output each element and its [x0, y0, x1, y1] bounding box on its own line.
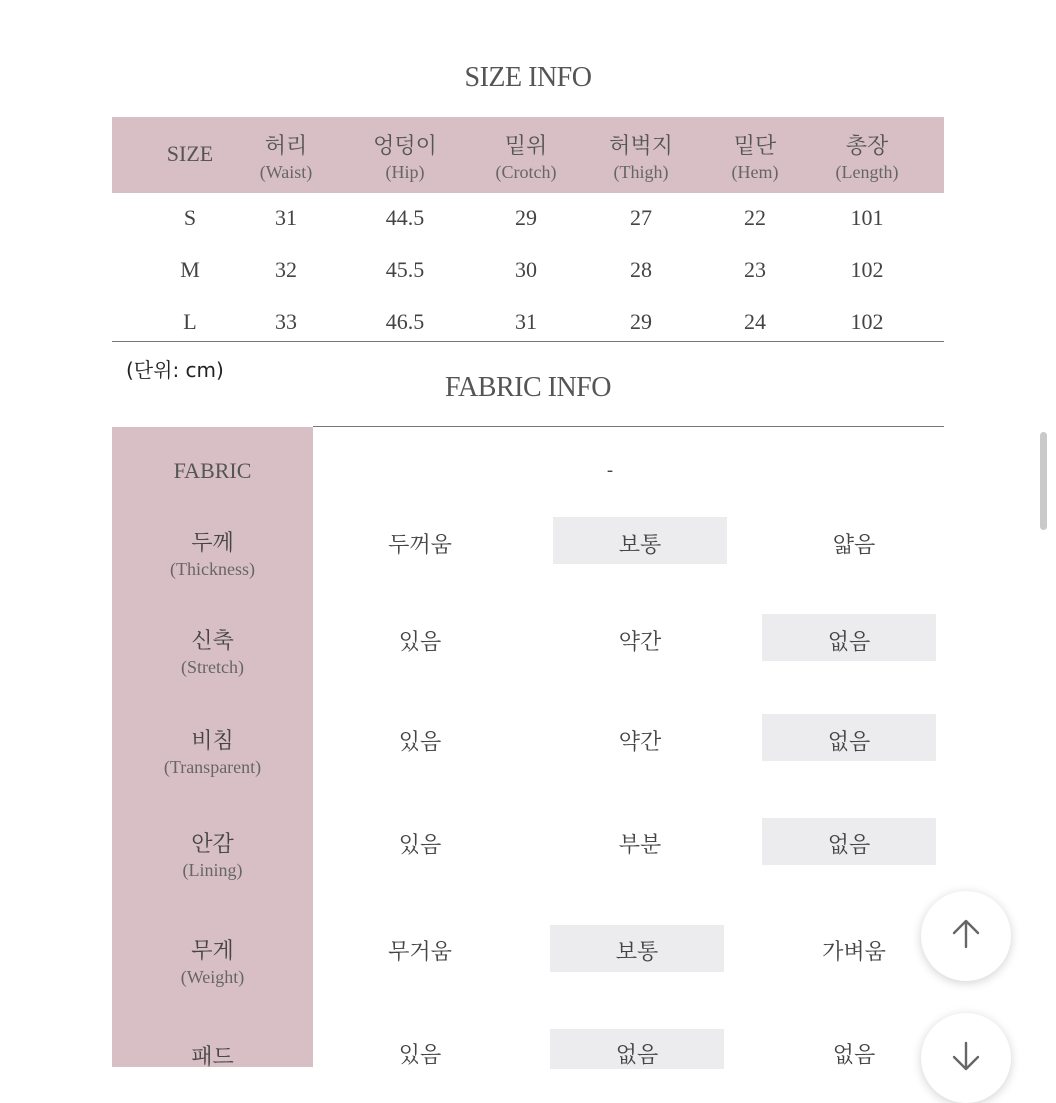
cell-size: L [183, 309, 197, 334]
size-table-header [112, 117, 944, 193]
header-thigh [588, 117, 694, 193]
lining-label [112, 827, 313, 881]
header-crotch-ko: 밑위 [504, 134, 548, 159]
thickness-label-en: (Thickness) [170, 559, 255, 579]
cell-length: 102 [850, 309, 884, 334]
thickness-option-normal: 보통 [618, 533, 662, 558]
header-length-ko: 총장 [845, 134, 889, 159]
fabric-row-value: - [606, 460, 614, 481]
header-waist-ko: 허리 [264, 134, 308, 159]
stretch-label-ko: 신축 [191, 629, 234, 654]
stretch-option-yes: 있음 [398, 630, 442, 655]
pad-option-yes: 있음 [398, 1043, 442, 1068]
cell-size: S [183, 205, 197, 230]
scroll-to-top-button[interactable] [921, 891, 1011, 981]
transparent-option-yes: 있음 [398, 730, 442, 755]
lining-label-ko: 안감 [191, 832, 234, 857]
thickness-label [112, 526, 313, 580]
cell-size: M [180, 257, 200, 282]
cell-hip: 46.5 [385, 309, 425, 334]
header-length-en: (Length) [835, 162, 899, 182]
stretch-label [112, 624, 313, 678]
cell-hem: 23 [744, 257, 766, 282]
fabric-row-label: FABRIC [173, 458, 252, 483]
lining-option-yes: 있음 [398, 833, 442, 858]
header-thigh-en: (Thigh) [613, 162, 669, 182]
header-hip-ko: 엉덩이 [373, 134, 437, 159]
cell-waist: 32 [275, 257, 297, 282]
arrow-down-icon [949, 1039, 983, 1077]
thickness-option-thick: 두꺼움 [388, 533, 452, 558]
cell-hip: 44.5 [385, 205, 425, 230]
thickness-option-thin: 얇음 [832, 533, 876, 558]
cell-crotch: 31 [515, 309, 537, 334]
header-waist [236, 117, 336, 193]
transparent-option-none: 없음 [827, 730, 871, 755]
cell-thigh: 27 [630, 205, 652, 230]
transparent-label-ko: 비침 [191, 729, 234, 754]
unit-note: (단위: cm) [126, 358, 224, 382]
header-waist-en: (Waist) [259, 162, 313, 182]
scrollbar-thumb[interactable] [1040, 432, 1047, 530]
cell-length: 102 [850, 257, 884, 282]
cell-crotch: 30 [515, 257, 537, 282]
cell-hip: 45.5 [385, 257, 425, 282]
cell-hem: 24 [744, 309, 766, 334]
size-row-s [112, 192, 944, 244]
cell-hem: 22 [744, 205, 766, 230]
header-hem-ko: 밑단 [733, 134, 777, 159]
cell-thigh: 29 [630, 309, 652, 334]
arrow-up-icon [949, 917, 983, 955]
cell-crotch: 29 [515, 205, 537, 230]
weight-label-ko: 무게 [191, 939, 234, 964]
stretch-label-en: (Stretch) [181, 657, 244, 677]
weight-label [112, 934, 313, 988]
cell-thigh: 28 [630, 257, 652, 282]
header-size [152, 117, 228, 193]
header-hip [352, 117, 458, 193]
lining-option-partial: 부분 [618, 833, 662, 858]
weight-label-en: (Weight) [180, 967, 245, 987]
size-table-bottom-rule [112, 341, 944, 342]
header-hem [708, 117, 802, 193]
size-row-m [112, 244, 944, 296]
transparent-option-slight: 약간 [618, 730, 662, 755]
cell-length: 101 [850, 205, 884, 230]
weight-option-light: 가벼움 [822, 940, 886, 965]
cell-waist: 31 [275, 205, 297, 230]
header-thigh-ko: 허벅지 [609, 134, 673, 159]
transparent-label [112, 724, 313, 778]
header-size-label: SIZE [166, 141, 214, 166]
stretch-option-slight: 약간 [618, 630, 662, 655]
cell-waist: 33 [275, 309, 297, 334]
header-crotch [472, 117, 580, 193]
stretch-option-none: 없음 [827, 630, 871, 655]
scroll-to-bottom-button[interactable] [921, 1013, 1011, 1103]
pad-label-ko: 패드 [191, 1045, 234, 1070]
transparent-label-en: (Transparent) [163, 757, 262, 777]
header-length [812, 117, 922, 193]
header-crotch-en: (Crotch) [495, 162, 557, 182]
header-hem-en: (Hem) [731, 162, 779, 182]
lining-label-en: (Lining) [182, 860, 243, 880]
header-hip-en: (Hip) [385, 162, 425, 182]
pad-option-none: 없음 [615, 1043, 659, 1068]
size-info-title: SIZE INFO [464, 62, 592, 93]
fabric-table-top-rule [313, 426, 944, 427]
fabric-info-title: FABRIC INFO [445, 372, 611, 403]
thickness-label-ko: 두께 [191, 531, 234, 556]
weight-option-normal: 보통 [615, 940, 659, 965]
lining-option-none: 없음 [827, 833, 871, 858]
pad-option-none-2: 없음 [832, 1043, 876, 1068]
weight-option-heavy: 무거움 [388, 940, 452, 965]
